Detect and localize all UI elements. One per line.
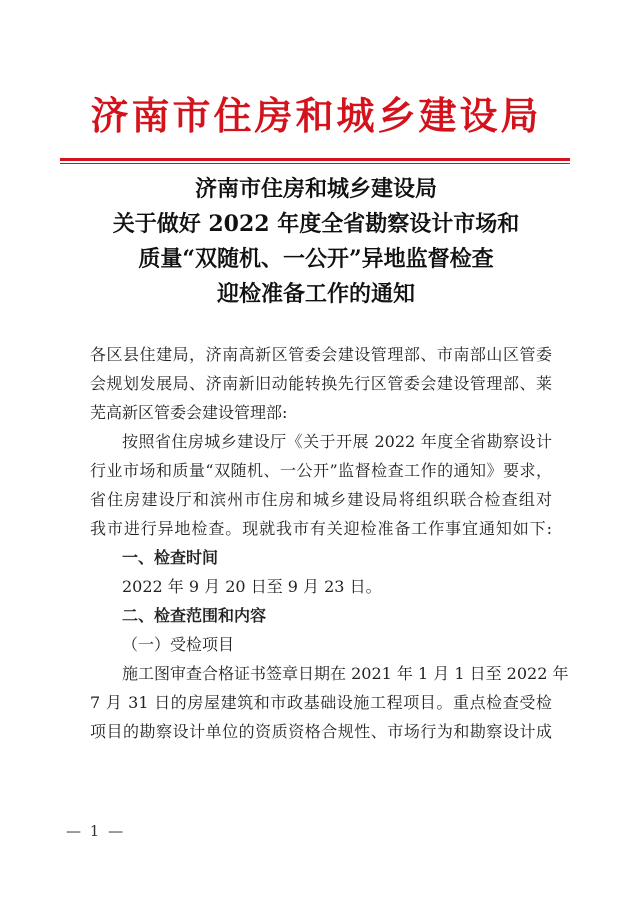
subsection-heading-projects: （一）受检项目 — [122, 635, 235, 654]
title-line: 迎检准备工作的通知 — [216, 281, 415, 307]
intro-line: 我市进行异地检查。现就我市有关迎检准备工作事宜通知如下: — [90, 519, 552, 538]
notice-title — [0, 172, 632, 312]
section-heading-scope: 二、检查范围和内容 — [122, 606, 267, 625]
project-line: 7 月 31 日的房屋建筑和市政基础设施工程项目。重点检查受检 — [90, 693, 552, 712]
intro-line: 省住房建设厅和滨州市住房和城乡建设局将组织联合检查组对 — [90, 490, 552, 509]
recipients-line: 会规划发展局、济南新旧动能转换先行区管委会建设管理部、莱 — [90, 374, 552, 393]
letterhead-thin-rule — [60, 163, 570, 164]
project-line: 施工图审查合格证书签章日期在 2021 年 1 月 1 日至 2022 年 — [122, 664, 569, 683]
title-line: 关于做好 2022 年度全省勘察设计市场和 — [112, 211, 520, 237]
title-line: 质量“双随机、一公开”异地监督检查 — [138, 246, 494, 272]
notice-body — [90, 340, 569, 746]
page-number: — 1 — — [66, 822, 126, 840]
title-line: 济南市住房和城乡建设局 — [194, 176, 437, 202]
project-line: 项目的勘察设计单位的资质资格合规性、市场行为和勘察设计成 — [90, 722, 552, 741]
section-heading-time: 一、检查时间 — [122, 548, 219, 567]
recipients-line: 各区县住建局，济南高新区管委会建设管理部、市南部山区管委 — [90, 345, 552, 364]
letterhead-thick-rule — [60, 158, 570, 161]
letterhead-title: 济南市住房和城乡建设局 — [90, 93, 542, 138]
intro-line: 按照省住房城乡建设厅《关于开展 2022 年度全省勘察设计 — [122, 432, 552, 451]
inspection-dates: 2022 年 9 月 20 日至 9 月 23 日。 — [122, 577, 382, 596]
intro-line: 行业市场和质量“双随机、一公开”监督检查工作的通知》要求， — [90, 461, 552, 480]
recipients-line: 芜高新区管委会建设管理部: — [90, 403, 288, 422]
